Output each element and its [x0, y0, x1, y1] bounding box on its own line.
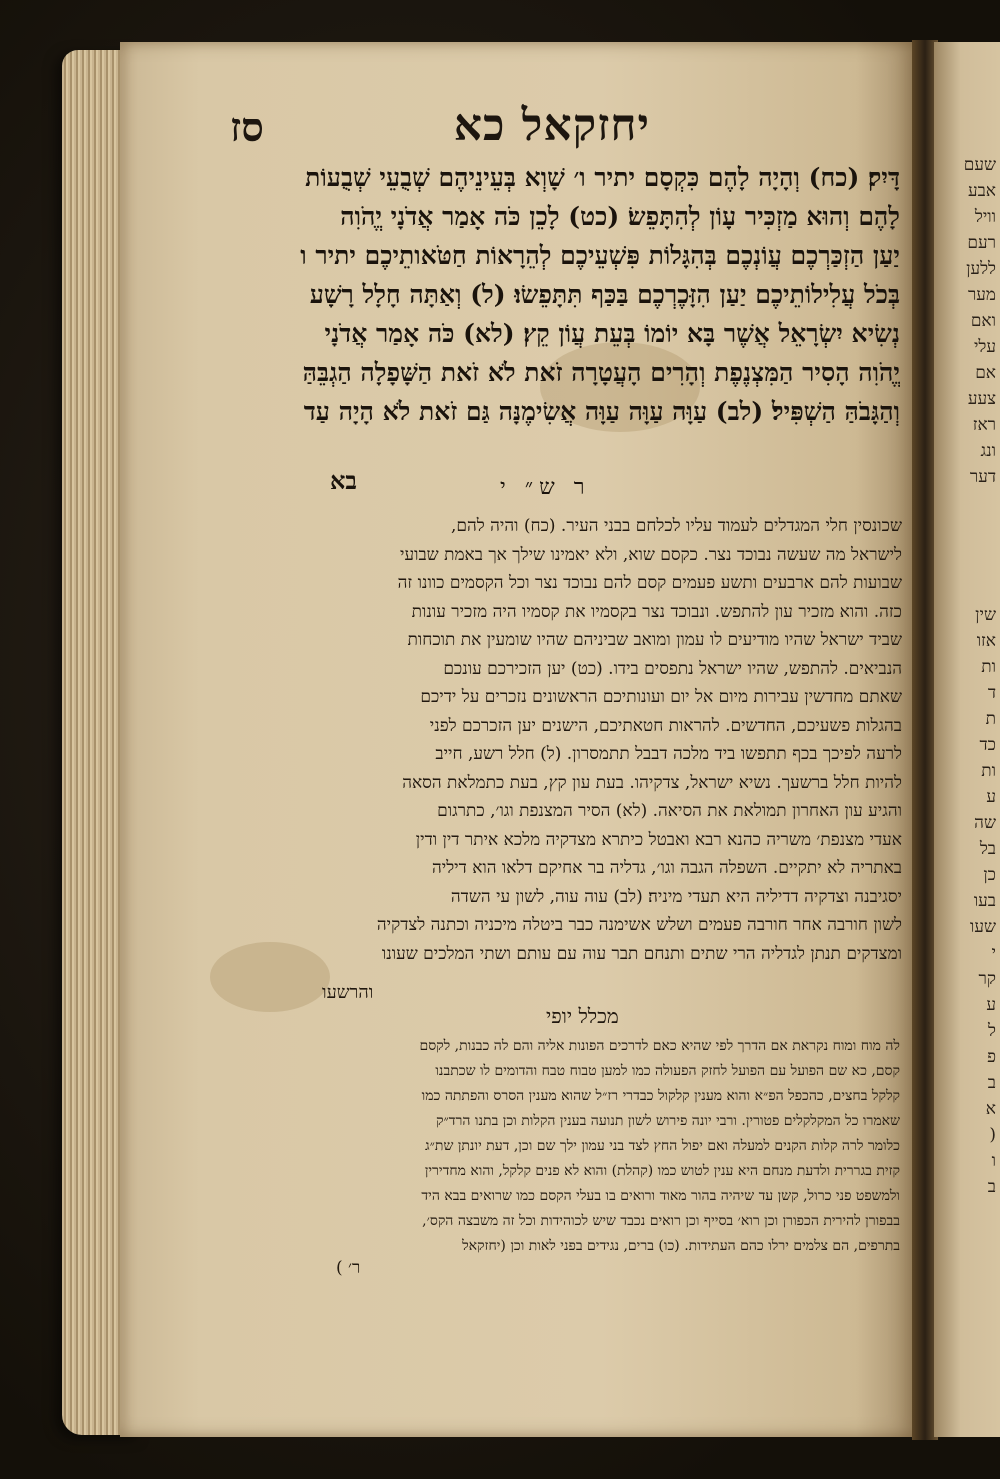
facing-page-fragment: ע	[986, 787, 996, 807]
facing-page-fragment: ב	[987, 1073, 996, 1093]
commentary-line: והגיע עון האחרון תמולאת את הסיאה. (לא) הסיר המצנפת וגו׳, כתרגום	[437, 801, 902, 821]
facing-page-fragment: אבע	[967, 181, 996, 201]
facing-page-fragment: ו	[991, 1151, 996, 1171]
facing-page-fragment: אזו	[976, 631, 996, 651]
commentary-line: בתרפים, הם צלמים ירלו כהם העתידות. (כו) ברים, נגידים בפני לאות וכן (יחזקאל	[462, 1238, 900, 1254]
facing-page-fragment: כן	[983, 865, 996, 885]
facing-page-fragment: וויל	[974, 207, 996, 227]
facing-page-fragment: ל	[988, 1021, 996, 1041]
commentary-line: כזה. והוא מזכיר עון להתפש. ונבוכד נצר בקסמיו את קסמיו היה מזכיר עונות	[411, 601, 902, 622]
facing-page-fragment: ד	[987, 683, 996, 703]
verse-line: יֱהֹוִה הָסִיר הַמִּצְנֶפֶת וְהָרִים הָעֲטָרָה זֹאת לֹא זֹאת הַשָּׁפָלָה הַגְבֵּהַּ	[302, 358, 900, 387]
commentary-line: יסגיבנה וצדקיה דדיליה היא תעדי מיניה׃ (לב) עוה עוה, לשון עי השדה	[450, 886, 902, 907]
commentary-line: שאתם מחדשין עבירות מיום אל יום ועונותיכם הראשונים נזכרים על ידיכם	[420, 687, 902, 707]
facing-page-fragment: שה	[974, 813, 996, 833]
running-title: יחזקאל כא	[453, 100, 650, 151]
facing-page-fragment: עלי	[973, 337, 996, 357]
facing-page-fragment: צעע	[967, 389, 996, 409]
commentary-line: ולמשפט פני כרול, קשן עד שיהיה בהור מאוד ורואים בו בעלי הקסם כמו שרואים בבא היד	[421, 1188, 900, 1204]
rashi-commentary	[196, 512, 902, 968]
commentary-line: שכונסין חלי המגדלים לעמוד עליו לכלחם בבני העיר. (כח) והיה להם,	[450, 516, 902, 536]
commentary-line: להיות חלל ברשעך. נשיא ישראל, צדקיהו. בעת עון קץ, בעת כתמלאת הסאה	[402, 772, 902, 793]
commentary-line: קלקל בחצים, כהכפל הפ״א והוא מענין קלקול כבדרי רז״ל שהוא מענין הסרס והפתתה כמו	[421, 1088, 900, 1104]
facing-page-fragment: דער	[969, 467, 996, 487]
facing-page-fragment: כד	[979, 735, 996, 755]
verse-line: דָּיִק׃ (כח) וְהָיָה לָהֶם כִּקְסָם יתיר ו׳ שָׁוְא בְּעֵינֵיהֶם שְׁבֻעֵי שְׁבֻעוֹת	[305, 163, 900, 192]
facing-page-fragment: ות	[981, 657, 996, 677]
verse-line: נְשִׂיא יִשְׂרָאֵל אֲשֶׁר בָּא יוֹמוֹ בְּעֵת עֲוֹן קֵץ׃ (לא) כֹּה אָמַר אֲדֹנָי	[324, 319, 900, 348]
page-header	[220, 100, 650, 156]
facing-page-edge	[934, 42, 1000, 1437]
facing-page-text-bottom	[934, 602, 1000, 1200]
facing-page-fragment: ללען	[966, 259, 996, 279]
catchword: בא	[330, 466, 357, 495]
commentary-line: באתריה לא יתקיים. השפלה הגבה וגו׳, גדליה בר אחיקם דלאו הוא דיליה	[431, 858, 902, 878]
facing-page-fragment: שין	[975, 605, 996, 625]
facing-page-text-top	[934, 152, 1000, 490]
page-number: סז	[230, 104, 264, 151]
rashi-last-word: והרשעו	[322, 982, 374, 1003]
verse-line: לָהֶם וְהוּא מַזְכִּיר עָוֹן לְהִתָּפֵשׂ׃ (כט) לָכֵן כֹּה אָמַר אֲדֹנָי יֱהֹוִה	[340, 202, 900, 231]
commentary-line: בבפורן להירית הכפורן וכן רוא׳ בסייף וכן רואים נכבד שיש לכוהידות וכל זה משבצה הקס׳,	[422, 1213, 900, 1229]
commentary-line: לה מוח ומוח נקראת אם הדרך לפי שהיא כאם לדרכים הפונות אליה והם לה כבנות, לקסם	[419, 1038, 900, 1054]
mikhlal-yofi-heading: מכלל יופי	[546, 1004, 619, 1028]
facing-page-fragment: בעו	[973, 891, 996, 911]
commentary-line: כלומר לרה קלות הקנים למעלה ואם יפול החץ לצד בני עמון ילך שם וכן, דעת יונתן שת״ג	[424, 1138, 900, 1154]
facing-page-fragment: (	[989, 1125, 996, 1145]
biblical-text	[200, 158, 900, 431]
facing-page-fragment: רעם	[967, 233, 996, 253]
commentary-line: קסם, כא שם הפועל עם הפועל לחזק הפעולה כמו למען טבוח טבח והדומים לו שכתבנו	[435, 1063, 900, 1079]
facing-page-fragment: ונג	[980, 441, 996, 461]
mikhlal-yofi-commentary	[200, 1034, 900, 1259]
facing-page-fragment: פ	[987, 1047, 996, 1067]
commentary-line: לישראל מה שעשה נבוכד נצר. כקסם שוא, ולא יאמינו שילך אך באמת שבועי	[400, 544, 902, 565]
facing-page-fragment: ראז	[972, 415, 996, 435]
facing-page-fragment: שעם	[963, 155, 996, 175]
facing-page-fragment: שעו	[969, 917, 996, 937]
facing-page-fragment: ת	[985, 709, 996, 729]
commentary-line: ומצדקים תנתן לגדליה הרי שתים ותנחם תבר עוה עם עותם ושתי המלכים שעונו	[381, 943, 902, 964]
facing-page-fragment: ע	[986, 995, 996, 1015]
commentary-line: שאמרו כל המקלקלים פטורין. ורבי יונה פירוש לשון תנועה בענין הקלות וכן בתנו הרד״ק	[435, 1113, 900, 1129]
facing-page-fragment: קר	[978, 969, 996, 989]
commentary-line: הנביאים. להתפש, שהיו ישראל נתפסים בידו. (כט) יען הזכירכם עונכם	[443, 658, 902, 679]
commentary-line: שביד ישראל שהיו מודיעים לו עמון ומואב שביניהם שהיו שומעין את תוכחות	[407, 630, 902, 650]
facing-page-fragment: ב	[987, 1177, 996, 1197]
commentary-line: לרעה לפיכך בכף תתפשו ביד מלכה דבבל תתמסרון. (ל) חלל רשע, חייב	[435, 744, 902, 764]
signature-mark: ר׳ )	[336, 1258, 361, 1278]
commentary-line: קזית בגררית ולדעת מנחם היא ענין לטוש כמו (קהלת) והוא לא פנים קלקל, והוא מחדירין	[424, 1163, 900, 1179]
facing-page-fragment: אם	[975, 363, 996, 383]
commentary-line: לשון חורבה אחר חורבה פעמים ושלש אשימנה כבר ביטלה מיכניה וכתנה לצדקיה	[376, 915, 902, 935]
facing-page-fragment: ות	[981, 761, 996, 781]
facing-page-fragment: מער	[967, 285, 996, 305]
facing-page-fragment: א	[985, 1099, 996, 1119]
commentary-line: אעדי מצנפת׳ משריה כהנא רבא ואבטל כיתרא מצדקיה מלכא איתר דין ודין	[415, 829, 902, 850]
commentary-line: בהגלות פשעיכם, החדשים. להראות חטאתיכם, הישנים יען הזכרכם לפני	[429, 715, 902, 736]
rashi-heading: ר ש״ י	[500, 475, 591, 500]
facing-page-fragment: ואם	[970, 311, 996, 331]
verse-line: וְהַגָּבֹהַּ הַשְׁפִּיל׃ (לב) עַוָּה עַוָּה עַוָּה אֲשִׂימֶנָּה גַּם זֹאת לֹא הָיָה עַד	[303, 397, 900, 426]
verse-line: בְּכֹל עֲלִילוֹתֵיכֶם יַעַן הִזָּכֶרְכֶם בַּכַּף תִּתָּפֵשׂוּ׃ (ל) וְאַתָּה חָלָל רָשָׁע	[309, 280, 900, 309]
facing-page-fragment: י	[991, 943, 996, 963]
facing-page-fragment: בל	[979, 839, 996, 859]
commentary-line: שבועות להם ארבעים ותשע פעמים קסם להם נבוכד נצר וכל הקסמים כוונו זה	[397, 573, 902, 593]
verse-line: יַעַן הַזְכַּרְכֶם עֲוֹנְכֶם בְּהִגָּלוֹת פִּשְׁעֵיכֶם לְהֵרָאוֹת חַטֹּאותֵיכֶם יתיר ו	[300, 241, 900, 270]
